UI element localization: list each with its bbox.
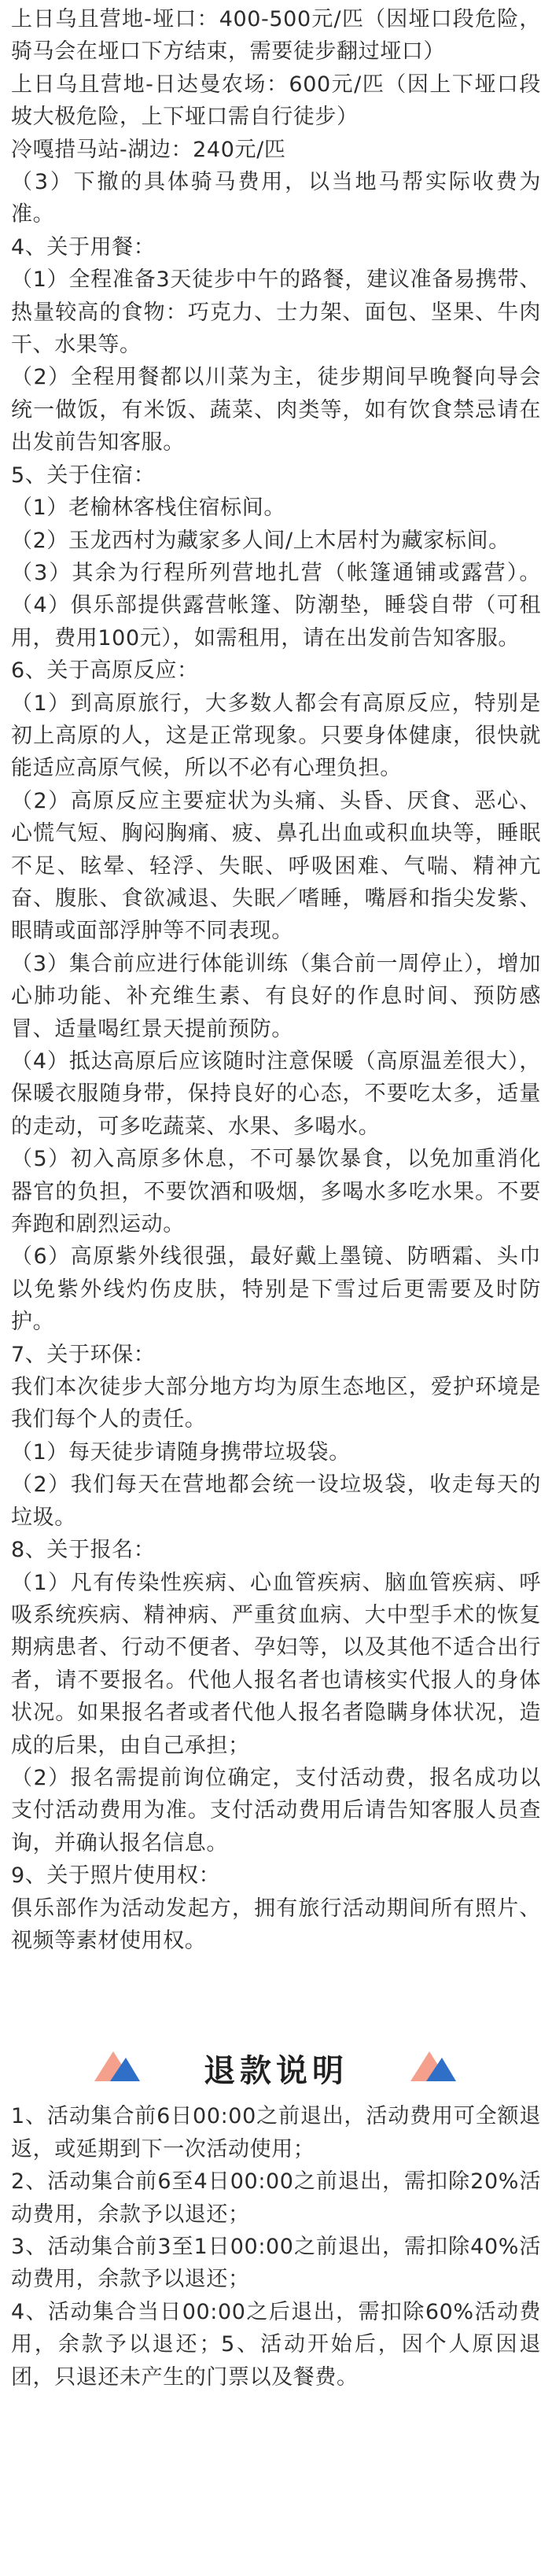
paragraph: （3）其余为行程所列营地扎营（帐篷通铺或露营）。（4）俱乐部提供露营帐篷、防潮垫，睡袋自带（可租用，费用100元），如需租用，请在出发前告知客服。 <box>11 560 541 650</box>
refund-item: 4、活动集合当日00:00之后退出，需扣除60%活动费用，余款予以退还；5、活动开始后，因个人原因退团，只退还未产生的门票以及餐费。 <box>11 2299 541 2390</box>
section-heading: 6、关于高原反应： <box>11 658 199 684</box>
paragraph: （1）全程准备3天徒步中午的路餐，建议准备易携带、热量较高的食物：巧克力、士力架、面包、坚果、牛肉干、水果等。 <box>11 267 541 358</box>
paragraph: （2）全程用餐都以川菜为主，徒步期间早晚餐向导会统一做饭，有米饭、蔬菜、肉类等，如有饮食禁忌请在出发前告知客服。 <box>11 365 541 455</box>
refund-item: 1、活动集合前6日00:00之前退出，活动费用可全额退返，或延期到下一次活动使用； <box>11 2104 541 2161</box>
paragraph: （2）高原反应主要症状为头痛、头昏、厌食、恶心、心慌气短、胸闷胸痛、疲、鼻孔出血或积血块等，睡眠不足、眩晕、轻浮、失眠、呼吸困难、气喘、精神亢奋、腹胀、食欲减退、失眠／嗜睡，嘴唇和指尖发紫、眼睛或面部浮肿等不同表现。 <box>11 788 541 944</box>
paragraph: （2）报名需提前询位确定，支付活动费，报名成功以支付活动费用为准。支付活动费用后请告知客服人员查询，并确认报名信息。 <box>11 1765 541 1856</box>
paragraph: 上日乌且营地-垭口：400-500元/匹（因垭口段危险，骑马会在垭口下方结束，需要徒步翻过垭口） <box>11 7 541 64</box>
refund-title: 退款说明 <box>204 2052 348 2089</box>
paragraph: 上日乌且营地-日达曼农场：600元/匹（因上下垭口段坡大极危险，上下垭口需自行徒步） <box>11 72 541 130</box>
section-heading: 4、关于用餐： <box>11 234 156 260</box>
mountain-icon <box>93 2048 142 2083</box>
mountain-icon <box>409 2048 458 2083</box>
paragraph: （1）凡有传染性疾病、心血管疾病、脑血管疾病、呼吸系统疾病、精神病、严重贫血病、大中型手术的恢复期病患者、行动不便者、孕妇等，以及其他不适合出行者，请不要报名。代他人报名者也请核实代报人的身体状况。如果报名者或者代他人报名者隐瞒身体状况，造成的后果，由自己承担； <box>11 1570 541 1758</box>
section-heading: 9、关于照片使用权： <box>11 1863 221 1889</box>
paragraph: （5）初入高原多休息，不可暴饮暴食，以免加重消化器官的负担，不要饮酒和吸烟，多喝水多吃水果。不要奔跑和剧烈运动。 <box>11 1147 541 1237</box>
paragraph: （6）高原紫外线很强，最好戴上墨镜、防晒霜、头巾以免紫外线灼伤皮肤，特别是下雪过后更需要及时防护。 <box>11 1244 541 1335</box>
refund-section <box>0 2099 552 2394</box>
refund-header <box>0 2037 552 2099</box>
refund-item: 2、活动集合前6至4日00:00之前退出，需扣除20%活动费用，余款予以退还； <box>11 2169 541 2227</box>
paragraph: 我们本次徒步大部分地方均为原生态地区，爱护环境是我们每个人的责任。 <box>11 1375 541 1432</box>
paragraph: （3）下撤的具体骑马费用，以当地马帮实际收费为准。 <box>11 170 541 227</box>
paragraph: 俱乐部作为活动发起方，拥有旅行活动期间所有照片、视频等素材使用权。 <box>11 1896 541 1953</box>
section-spacer <box>0 1957 552 2037</box>
paragraph: （1）老榆林客栈住宿标间。 <box>11 496 285 521</box>
paragraph: （1）每天徒步请随身携带垃圾袋。 <box>11 1439 351 1465</box>
paragraph: （3）集合前应进行体能训练（集合前一周停止），增加心肺功能、补充维生素、有良好的作息时间、预防感冒、适量喝红景天提前预防。 <box>11 951 541 1041</box>
paragraph: （2）我们每天在营地都会统一设垃圾袋，收走每天的垃圾。 <box>11 1472 541 1530</box>
section-heading: 7、关于环保： <box>11 1342 156 1367</box>
refund-item: 3、活动集合前3至1日00:00之前退出，需扣除40%活动费用，余款予以退还； <box>11 2235 541 2292</box>
paragraph: （4）抵达高原后应该随时注意保暖（高原温差很大），保暖衣服随身带，保持良好的心态，不要吃太多，适量的走动，可多吃蔬菜、水果、多喝水。 <box>11 1049 541 1139</box>
section-heading: 8、关于报名： <box>11 1538 156 1563</box>
paragraph: 冷嘎措马站-湖边：240元/匹 <box>11 137 286 162</box>
paragraph: （2）玉龙西村为藏家多人间/上木居村为藏家标间。 <box>11 528 510 553</box>
paragraph: （1）到高原旅行，大多数人都会有高原反应，特别是初上高原的人，这是正常现象。只要身体健康，很快就能适应高原气候，所以不必有心理负担。 <box>11 691 541 781</box>
section-heading: 5、关于住宿： <box>11 463 156 488</box>
